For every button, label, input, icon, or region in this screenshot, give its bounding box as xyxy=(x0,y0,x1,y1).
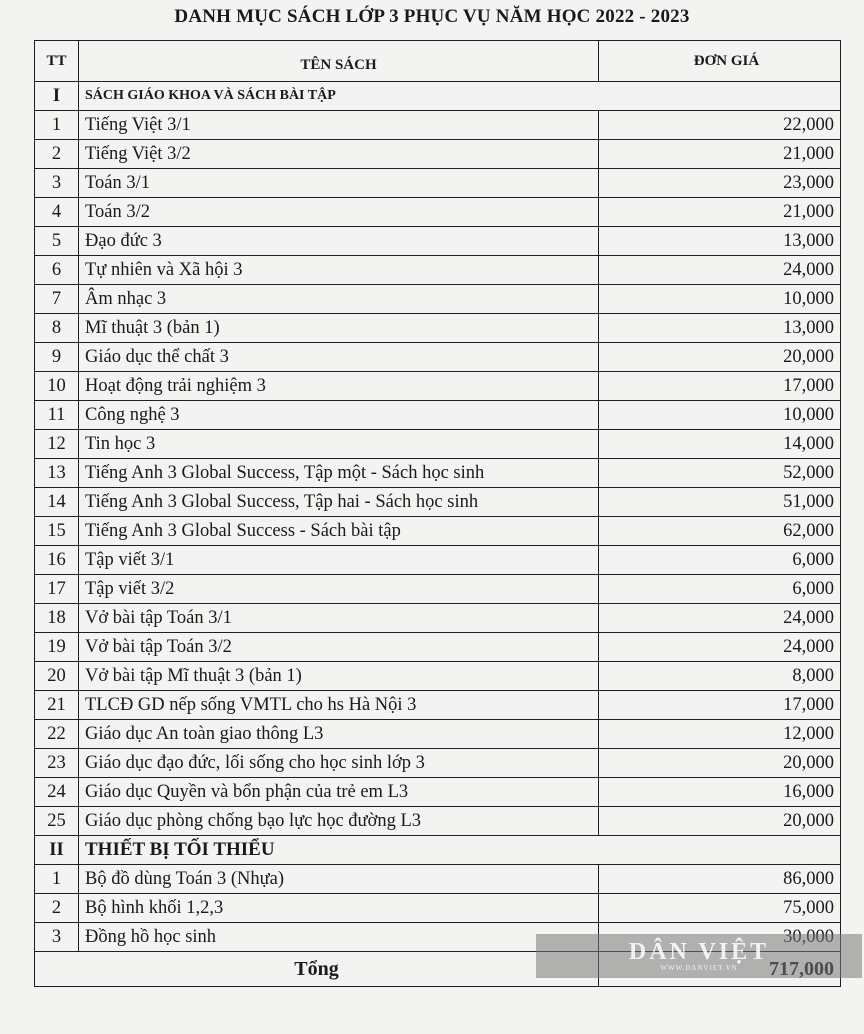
unit-price: 17,000 xyxy=(599,372,841,401)
table-row xyxy=(35,227,841,256)
unit-price: 6,000 xyxy=(599,575,841,604)
row-number: 18 xyxy=(35,604,79,633)
table-row xyxy=(35,546,841,575)
book-name: Hoạt động trải nghiệm 3 xyxy=(79,372,599,401)
unit-price: 21,000 xyxy=(599,140,841,169)
unit-price: 24,000 xyxy=(599,633,841,662)
book-name: TLCĐ GD nếp sống VMTL cho hs Hà Nội 3 xyxy=(79,691,599,720)
table-row xyxy=(35,749,841,778)
table-row xyxy=(35,372,841,401)
table-row xyxy=(35,343,841,372)
book-name: Tập viết 3/1 xyxy=(79,546,599,575)
header-tt: TT xyxy=(35,41,79,82)
header-price: ĐƠN GIÁ xyxy=(599,41,841,82)
row-number: 8 xyxy=(35,314,79,343)
table-row xyxy=(35,430,841,459)
section-row xyxy=(35,82,841,111)
row-number: 12 xyxy=(35,430,79,459)
row-number: 3 xyxy=(35,923,79,952)
row-number: 3 xyxy=(35,169,79,198)
unit-price: 13,000 xyxy=(599,314,841,343)
book-name: Giáo dục An toàn giao thông L3 xyxy=(79,720,599,749)
unit-price: 17,000 xyxy=(599,691,841,720)
row-number: 1 xyxy=(35,111,79,140)
section-label: SÁCH GIÁO KHOA VÀ SÁCH BÀI TẬP xyxy=(79,82,841,111)
unit-price: 62,000 xyxy=(599,517,841,546)
book-name: Đạo đức 3 xyxy=(79,227,599,256)
unit-price: 86,000 xyxy=(599,865,841,894)
book-name: Tập viết 3/2 xyxy=(79,575,599,604)
row-number: 14 xyxy=(35,488,79,517)
row-number: 19 xyxy=(35,633,79,662)
unit-price: 8,000 xyxy=(599,662,841,691)
row-number: 24 xyxy=(35,778,79,807)
row-number: 25 xyxy=(35,807,79,836)
unit-price: 16,000 xyxy=(599,778,841,807)
book-name: Bộ đồ dùng Toán 3 (Nhựa) xyxy=(79,865,599,894)
total-label: Tổng xyxy=(35,952,599,987)
book-name: Tiếng Việt 3/2 xyxy=(79,140,599,169)
unit-price: 51,000 xyxy=(599,488,841,517)
table-row xyxy=(35,198,841,227)
row-number: 15 xyxy=(35,517,79,546)
book-name: Công nghệ 3 xyxy=(79,401,599,430)
unit-price: 20,000 xyxy=(599,343,841,372)
book-list-table xyxy=(34,40,841,987)
table-row xyxy=(35,807,841,836)
table-row xyxy=(35,314,841,343)
unit-price: 12,000 xyxy=(599,720,841,749)
row-number: 2 xyxy=(35,894,79,923)
row-number: 16 xyxy=(35,546,79,575)
section-label: THIẾT BỊ TỐI THIỂU xyxy=(79,836,841,865)
unit-price: 20,000 xyxy=(599,807,841,836)
table-row xyxy=(35,604,841,633)
book-name: Vở bài tập Toán 3/1 xyxy=(79,604,599,633)
unit-price: 24,000 xyxy=(599,256,841,285)
table-row xyxy=(35,662,841,691)
watermark-sub-text: WWW.DANVIET.VN xyxy=(660,963,738,972)
watermark-main-text: DÂN VIỆT xyxy=(628,938,770,965)
unit-price: 6,000 xyxy=(599,546,841,575)
book-name: Âm nhạc 3 xyxy=(79,285,599,314)
unit-price: 14,000 xyxy=(599,430,841,459)
section-number: I xyxy=(35,82,79,111)
table-row xyxy=(35,488,841,517)
row-number: 21 xyxy=(35,691,79,720)
row-number: 4 xyxy=(35,198,79,227)
book-name: Giáo dục đạo đức, lối sống cho học sinh lớp 3 xyxy=(79,749,599,778)
book-name: Đồng hồ học sinh xyxy=(79,923,599,952)
book-name: Tiếng Anh 3 Global Success, Tập một - Sách học sinh xyxy=(79,459,599,488)
row-number: 20 xyxy=(35,662,79,691)
book-name: Toán 3/1 xyxy=(79,169,599,198)
watermark-logo xyxy=(536,934,862,978)
row-number: 1 xyxy=(35,865,79,894)
section-number: II xyxy=(35,836,79,865)
table-row xyxy=(35,401,841,430)
unit-price: 10,000 xyxy=(599,401,841,430)
book-name: Vở bài tập Mĩ thuật 3 (bản 1) xyxy=(79,662,599,691)
table-row xyxy=(35,111,841,140)
unit-price: 24,000 xyxy=(599,604,841,633)
table-row xyxy=(35,459,841,488)
unit-price: 21,000 xyxy=(599,198,841,227)
book-name: Toán 3/2 xyxy=(79,198,599,227)
unit-price: 75,000 xyxy=(599,894,841,923)
header-name: TÊN SÁCH xyxy=(79,41,599,82)
table-row xyxy=(35,140,841,169)
book-name: Tiếng Anh 3 Global Success - Sách bài tập xyxy=(79,517,599,546)
table-row xyxy=(35,169,841,198)
row-number: 11 xyxy=(35,401,79,430)
table-body xyxy=(35,82,841,987)
book-name: Vở bài tập Toán 3/2 xyxy=(79,633,599,662)
book-name: Bộ hình khối 1,2,3 xyxy=(79,894,599,923)
table-row xyxy=(35,517,841,546)
document-title: DANH MỤC SÁCH LỚP 3 PHỤC VỤ NĂM HỌC 2022 - 2023 xyxy=(174,6,690,27)
book-name: Giáo dục Quyền và bổn phận của trẻ em L3 xyxy=(79,778,599,807)
row-number: 23 xyxy=(35,749,79,778)
row-number: 7 xyxy=(35,285,79,314)
table-header-row xyxy=(35,41,841,82)
unit-price: 23,000 xyxy=(599,169,841,198)
book-name: Tiếng Anh 3 Global Success, Tập hai - Sách học sinh xyxy=(79,488,599,517)
row-number: 6 xyxy=(35,256,79,285)
book-name: Mĩ thuật 3 (bản 1) xyxy=(79,314,599,343)
book-name: Tự nhiên và Xã hội 3 xyxy=(79,256,599,285)
row-number: 17 xyxy=(35,575,79,604)
unit-price: 13,000 xyxy=(599,227,841,256)
unit-price: 10,000 xyxy=(599,285,841,314)
table-row xyxy=(35,256,841,285)
section-row xyxy=(35,836,841,865)
row-number: 13 xyxy=(35,459,79,488)
unit-price: 22,000 xyxy=(599,111,841,140)
row-number: 2 xyxy=(35,140,79,169)
table-row xyxy=(35,575,841,604)
book-name: Tiếng Việt 3/1 xyxy=(79,111,599,140)
unit-price: 52,000 xyxy=(599,459,841,488)
table-row xyxy=(35,778,841,807)
row-number: 9 xyxy=(35,343,79,372)
table-row xyxy=(35,865,841,894)
table-row xyxy=(35,285,841,314)
row-number: 10 xyxy=(35,372,79,401)
unit-price: 20,000 xyxy=(599,749,841,778)
table-row xyxy=(35,894,841,923)
book-name: Giáo dục phòng chống bạo lực học đường L3 xyxy=(79,807,599,836)
row-number: 22 xyxy=(35,720,79,749)
table-row xyxy=(35,720,841,749)
table-row xyxy=(35,633,841,662)
book-name: Giáo dục thể chất 3 xyxy=(79,343,599,372)
row-number: 5 xyxy=(35,227,79,256)
book-name: Tin học 3 xyxy=(79,430,599,459)
table-row xyxy=(35,691,841,720)
